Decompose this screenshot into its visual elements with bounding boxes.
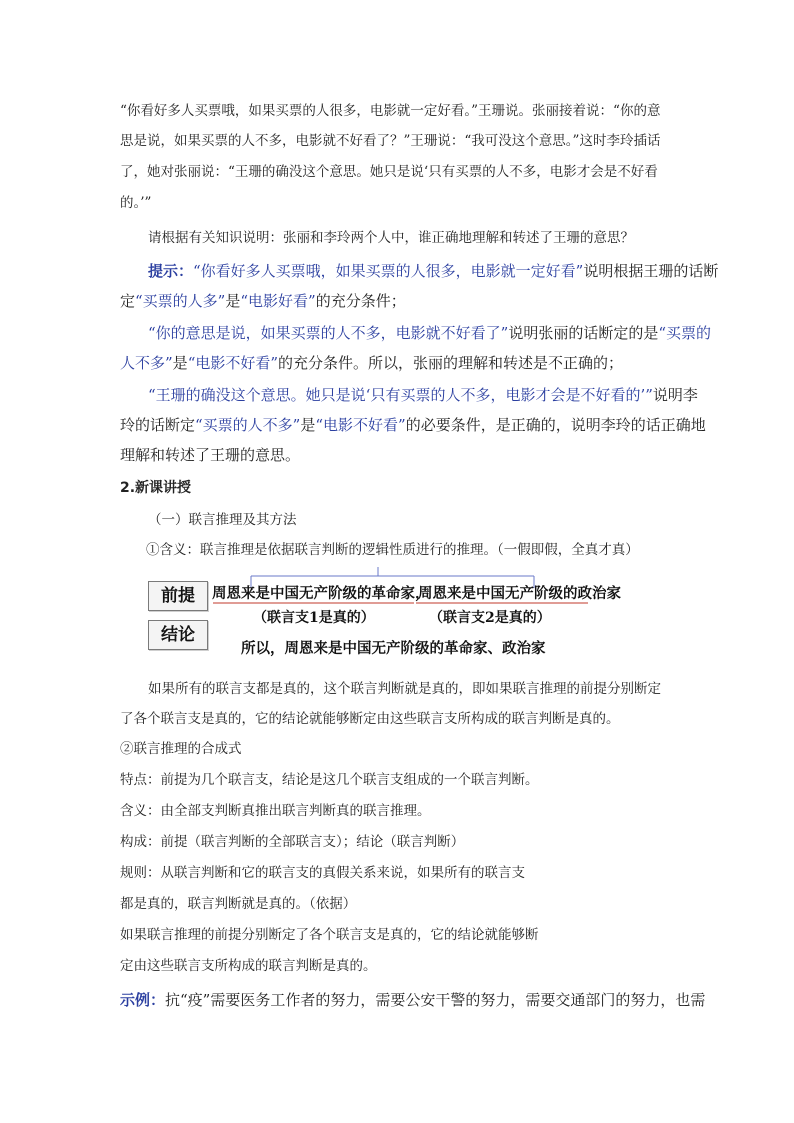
hint-quote: 人不多”: [120, 354, 173, 372]
section-sub-heading: （一）联言推理及其方法: [148, 512, 297, 528]
hint-text: 的必要条件，是正确的，说明李玲的话正确地: [405, 416, 706, 434]
sub-heading-2: ②联言推理的合成式: [120, 741, 242, 757]
hint-text: 是: [225, 292, 241, 310]
conclusion-text: 所以，周恩来是中国无产阶级的革命家、政治家: [241, 641, 546, 657]
hint-quote: “电影不好看”: [315, 416, 406, 434]
hint-text: 的充分条件；: [315, 292, 406, 310]
premise-text-2: 周恩来是中国无产阶级的政治家: [418, 586, 621, 602]
intro-line-3: 了，她对张丽说：“王珊的确没这个意思。她只是说‘只有买票的人不多，电影才会是不好看: [120, 164, 658, 180]
hint-text: 定: [120, 292, 136, 310]
intro-line-4: 的。’”: [120, 195, 152, 211]
hint-label: 提示：: [148, 262, 194, 280]
hint-quote: “你的意思是说，如果买票的人不多，电影就不好看了”: [148, 324, 509, 342]
hint-quote: “买票的人多”: [135, 292, 226, 310]
hint-text: 说明李: [652, 386, 698, 404]
hint-quote: “买票的人不多”: [195, 416, 301, 434]
example-label: 示例：: [120, 991, 166, 1009]
hint-quote: “电影不好看”: [187, 354, 279, 372]
rule-line-1: 规则：从联言判断和它的联言支的真假关系来说，如果所有的联言支: [120, 865, 525, 881]
para1-line-1: 如果所有的联言支都是真的，这个联言判断就是真的，即如果联言推理的前提分别断定: [148, 681, 661, 697]
premise-text-1: 周恩来是中国无产阶级的革命家，: [212, 586, 430, 602]
hint-p3-l3: 理解和转述了王珊的意思。: [120, 446, 301, 464]
hint-quote: “买票的: [658, 324, 712, 342]
definition: ①含义：联言推理是依据联言判断的逻辑性质进行的推理。（一假即假，全真才真）: [146, 542, 639, 558]
rule-line-2: 都是真的，联言判断就是真的。（依据）: [120, 896, 357, 912]
branch-2-label: （联言支2是真的）: [429, 610, 551, 626]
example-text: 抗“疫”需要医务工作者的努力，需要公安干警的努力，需要交通部门的努力，也需: [165, 991, 706, 1009]
question: 请根据有关知识说明：张丽和李玲两个人中，谁正确地理解和转述了王珊的意思？: [148, 230, 634, 246]
hint-quote: “王珊的确没这个意思。她只是说‘只有买票的人不多，电影才会是不好看的’”: [148, 386, 653, 404]
hint-p1-rest: 说明根据王珊的话断: [583, 262, 719, 280]
hint-text: 的充分条件。所以，张丽的理解和转述是不正确的；: [278, 354, 624, 372]
hint-text: 说明张丽的话断定的是: [508, 324, 659, 342]
meaning: 含义：由全部支判断真推出联言判断真的联言推理。: [120, 803, 431, 819]
para1-line-2: 了各个联言支是真的，它的结论就能够断定由这些联言支所构成的联言判断是真的。: [120, 711, 620, 727]
section-heading: 2.新课讲授: [120, 480, 192, 496]
hint-p1-quote: “你看好多人买票哦，如果买票的人很多，电影就一定好看”: [193, 262, 584, 280]
structure: 构成：前提（联言判断的全部联言支）；结论（联言判断）: [120, 834, 465, 850]
intro-line-2: 思是说，如果买票的人不多，电影就不好看了？”王珊说：“我可没这个意思。”这时李玲插话: [120, 133, 661, 149]
hint-quote: “电影好看”: [240, 292, 316, 310]
example: [120, 989, 705, 1011]
feature: 特点：前提为几个联言支，结论是这几个联言支组成的一个联言判断。: [120, 772, 539, 788]
branch-1-label: （联言支1是真的）: [253, 610, 375, 626]
hint-text: 是: [300, 416, 316, 434]
rule-line-3: 如果联言推理的前提分别断定了各个联言支是真的，它的结论就能够断: [120, 927, 539, 943]
intro-line-1: “你看好多人买票哦，如果买票的人很多，电影就一定好看。”王珊说。张丽接着说：“你的意: [120, 103, 661, 119]
rule-line-4: 定由这些联言支所构成的联言判断是真的。: [120, 958, 377, 974]
hint-text: 玲的话断定: [120, 416, 196, 434]
premise-label: 前提: [148, 581, 208, 611]
hint-text: 是: [172, 354, 188, 372]
conclusion-label: 结论: [148, 620, 208, 650]
